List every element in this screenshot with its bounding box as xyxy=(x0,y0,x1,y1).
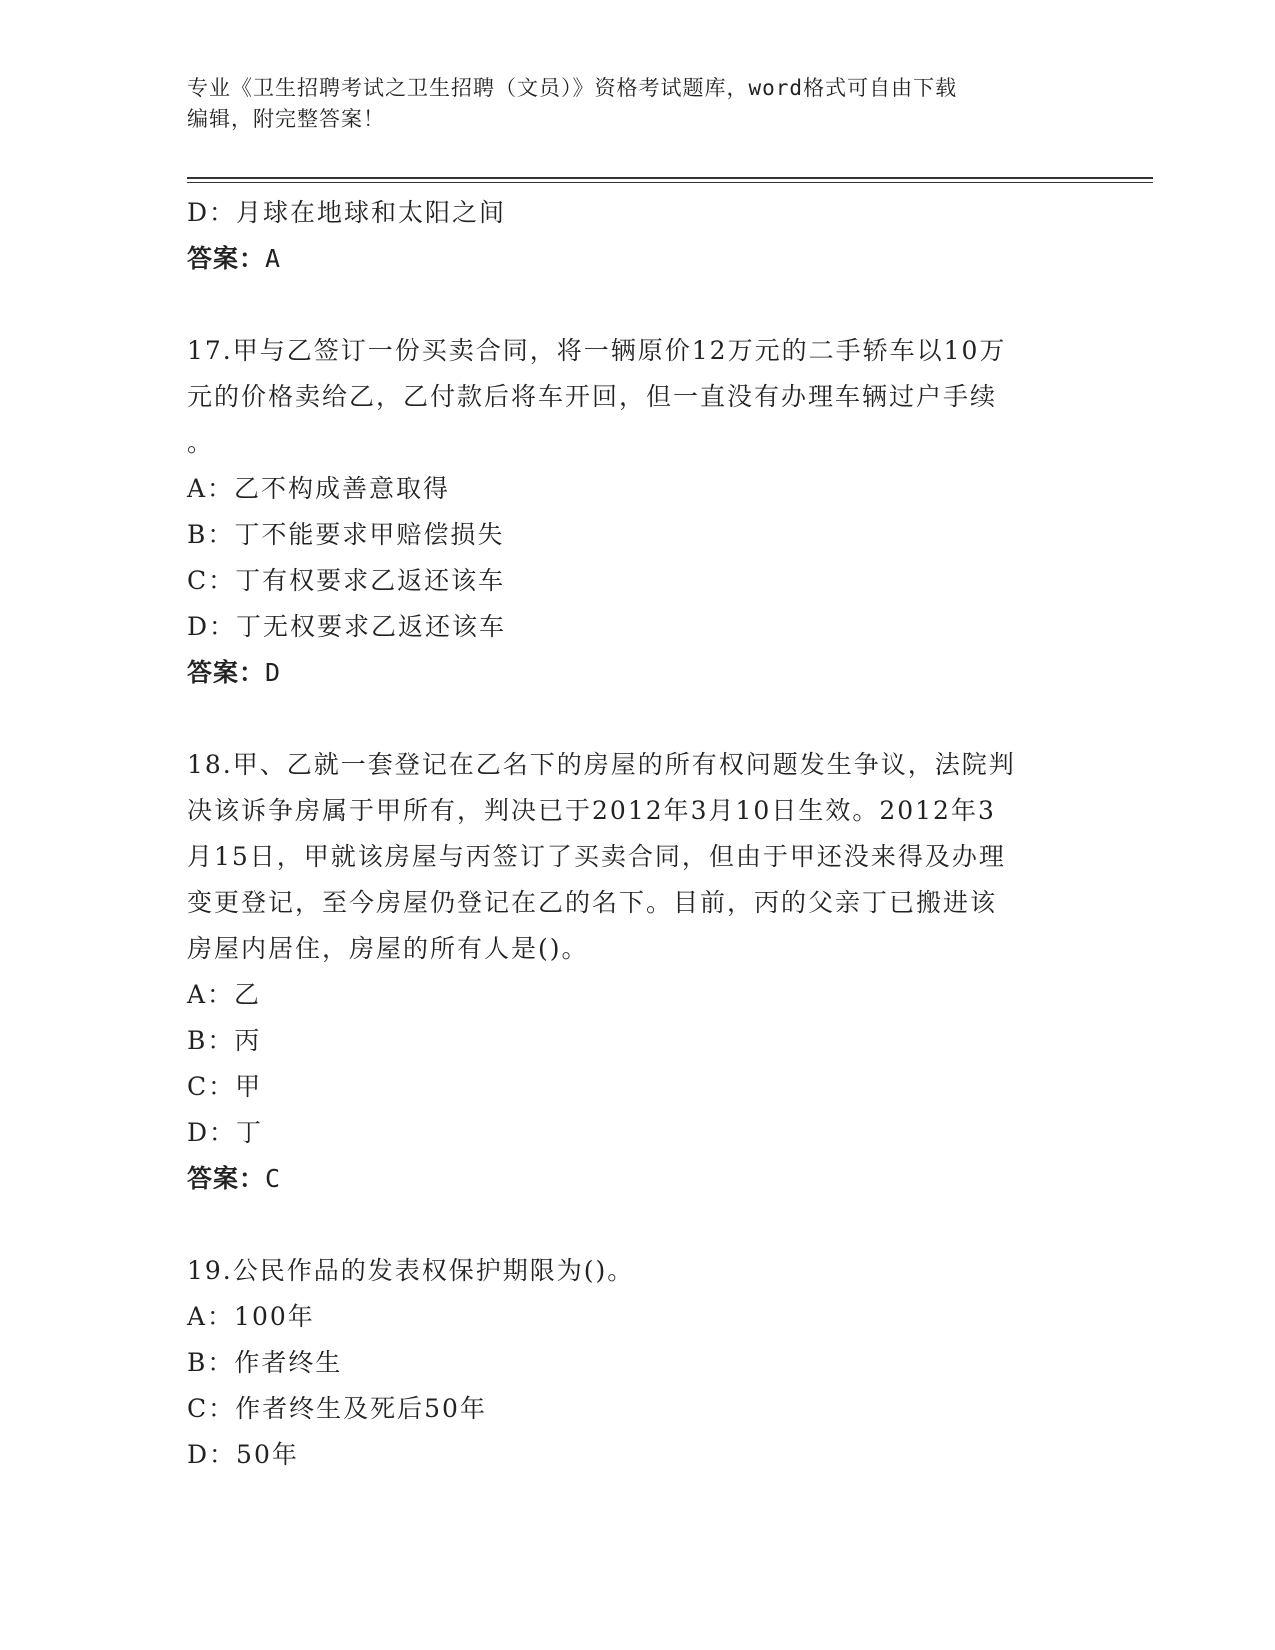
question-17-stem-line-1: 17.甲与乙签订一份买卖合同，将一辆原价12万元的二手轿车以10万 xyxy=(187,336,1007,365)
question-18-option-a: A：乙 xyxy=(187,980,262,1009)
question-17-answer xyxy=(187,650,1087,696)
header-line-1: 专业《卫生招聘考试之卫生招聘（文员）》资格考试题库，word格式可自由下载 xyxy=(187,76,958,100)
answer-value: D xyxy=(265,658,282,687)
question-17-stem-line-3: 。 xyxy=(187,428,215,457)
question-19-option-c: C：作者终生及死后50年 xyxy=(187,1394,487,1423)
header-line-2: 编辑，附完整答案！ xyxy=(187,107,385,131)
header-divider-thick xyxy=(187,177,1153,179)
question-17-option-a: A：乙不构成善意取得 xyxy=(187,474,451,503)
document-header xyxy=(187,73,1087,135)
answer-label: 答案： xyxy=(187,658,266,687)
spacer xyxy=(187,696,1087,742)
question-18-stem-line-3: 月15日，甲就该房屋与丙签订了买卖合同，但由于甲还没来得及办理 xyxy=(187,842,1006,871)
question-19-option-b: B：作者终生 xyxy=(187,1348,343,1377)
spacer xyxy=(187,1202,1087,1248)
answer-label: 答案： xyxy=(187,244,266,273)
question-19-stem-line-1: 19.公民作品的发表权保护期限为()。 xyxy=(187,1256,635,1285)
question-17-option-d: D：丁无权要求乙返还该车 xyxy=(187,612,507,641)
question-18-option-d: D：丁 xyxy=(187,1118,264,1147)
question-18-stem-line-1: 18.甲、乙就一套登记在乙名下的房屋的所有权问题发生争议，法院判 xyxy=(187,750,1016,779)
header-divider-thin xyxy=(187,182,1153,183)
answer-value: A xyxy=(265,244,282,273)
question-18-answer xyxy=(187,1156,1087,1202)
question-18-stem-line-4: 变更登记，至今房屋仍登记在乙的名下。目前，丙的父亲丁已搬进该 xyxy=(187,888,998,917)
question-content xyxy=(187,190,1087,1478)
question-18 xyxy=(187,742,1087,1202)
question-18-option-c: C：甲 xyxy=(187,1072,263,1101)
question-19-option-a: A：100年 xyxy=(187,1302,315,1331)
answer-value: C xyxy=(265,1164,282,1193)
question-17-option-c: C：丁有权要求乙返还该车 xyxy=(187,566,506,595)
question-19-option-d: D：50年 xyxy=(187,1440,299,1469)
prev-option-d: D：月球在地球和太阳之间 xyxy=(187,198,507,227)
question-17-stem-line-2: 元的价格卖给乙，乙付款后将车开回，但一直没有办理车辆过户手续 xyxy=(187,382,998,411)
question-17-option-b: B：丁不能要求甲赔偿损失 xyxy=(187,520,505,549)
question-17 xyxy=(187,328,1087,696)
question-18-stem-line-5: 房屋内居住，房屋的所有人是()。 xyxy=(187,934,589,963)
spacer xyxy=(187,282,1087,328)
answer-label: 答案： xyxy=(187,1164,266,1193)
question-19 xyxy=(187,1248,1087,1478)
question-18-option-b: B：丙 xyxy=(187,1026,262,1055)
prev-answer xyxy=(187,236,1087,282)
question-18-stem-line-2: 决该诉争房属于甲所有，判决已于2012年3月10日生效。2012年3 xyxy=(187,796,996,825)
